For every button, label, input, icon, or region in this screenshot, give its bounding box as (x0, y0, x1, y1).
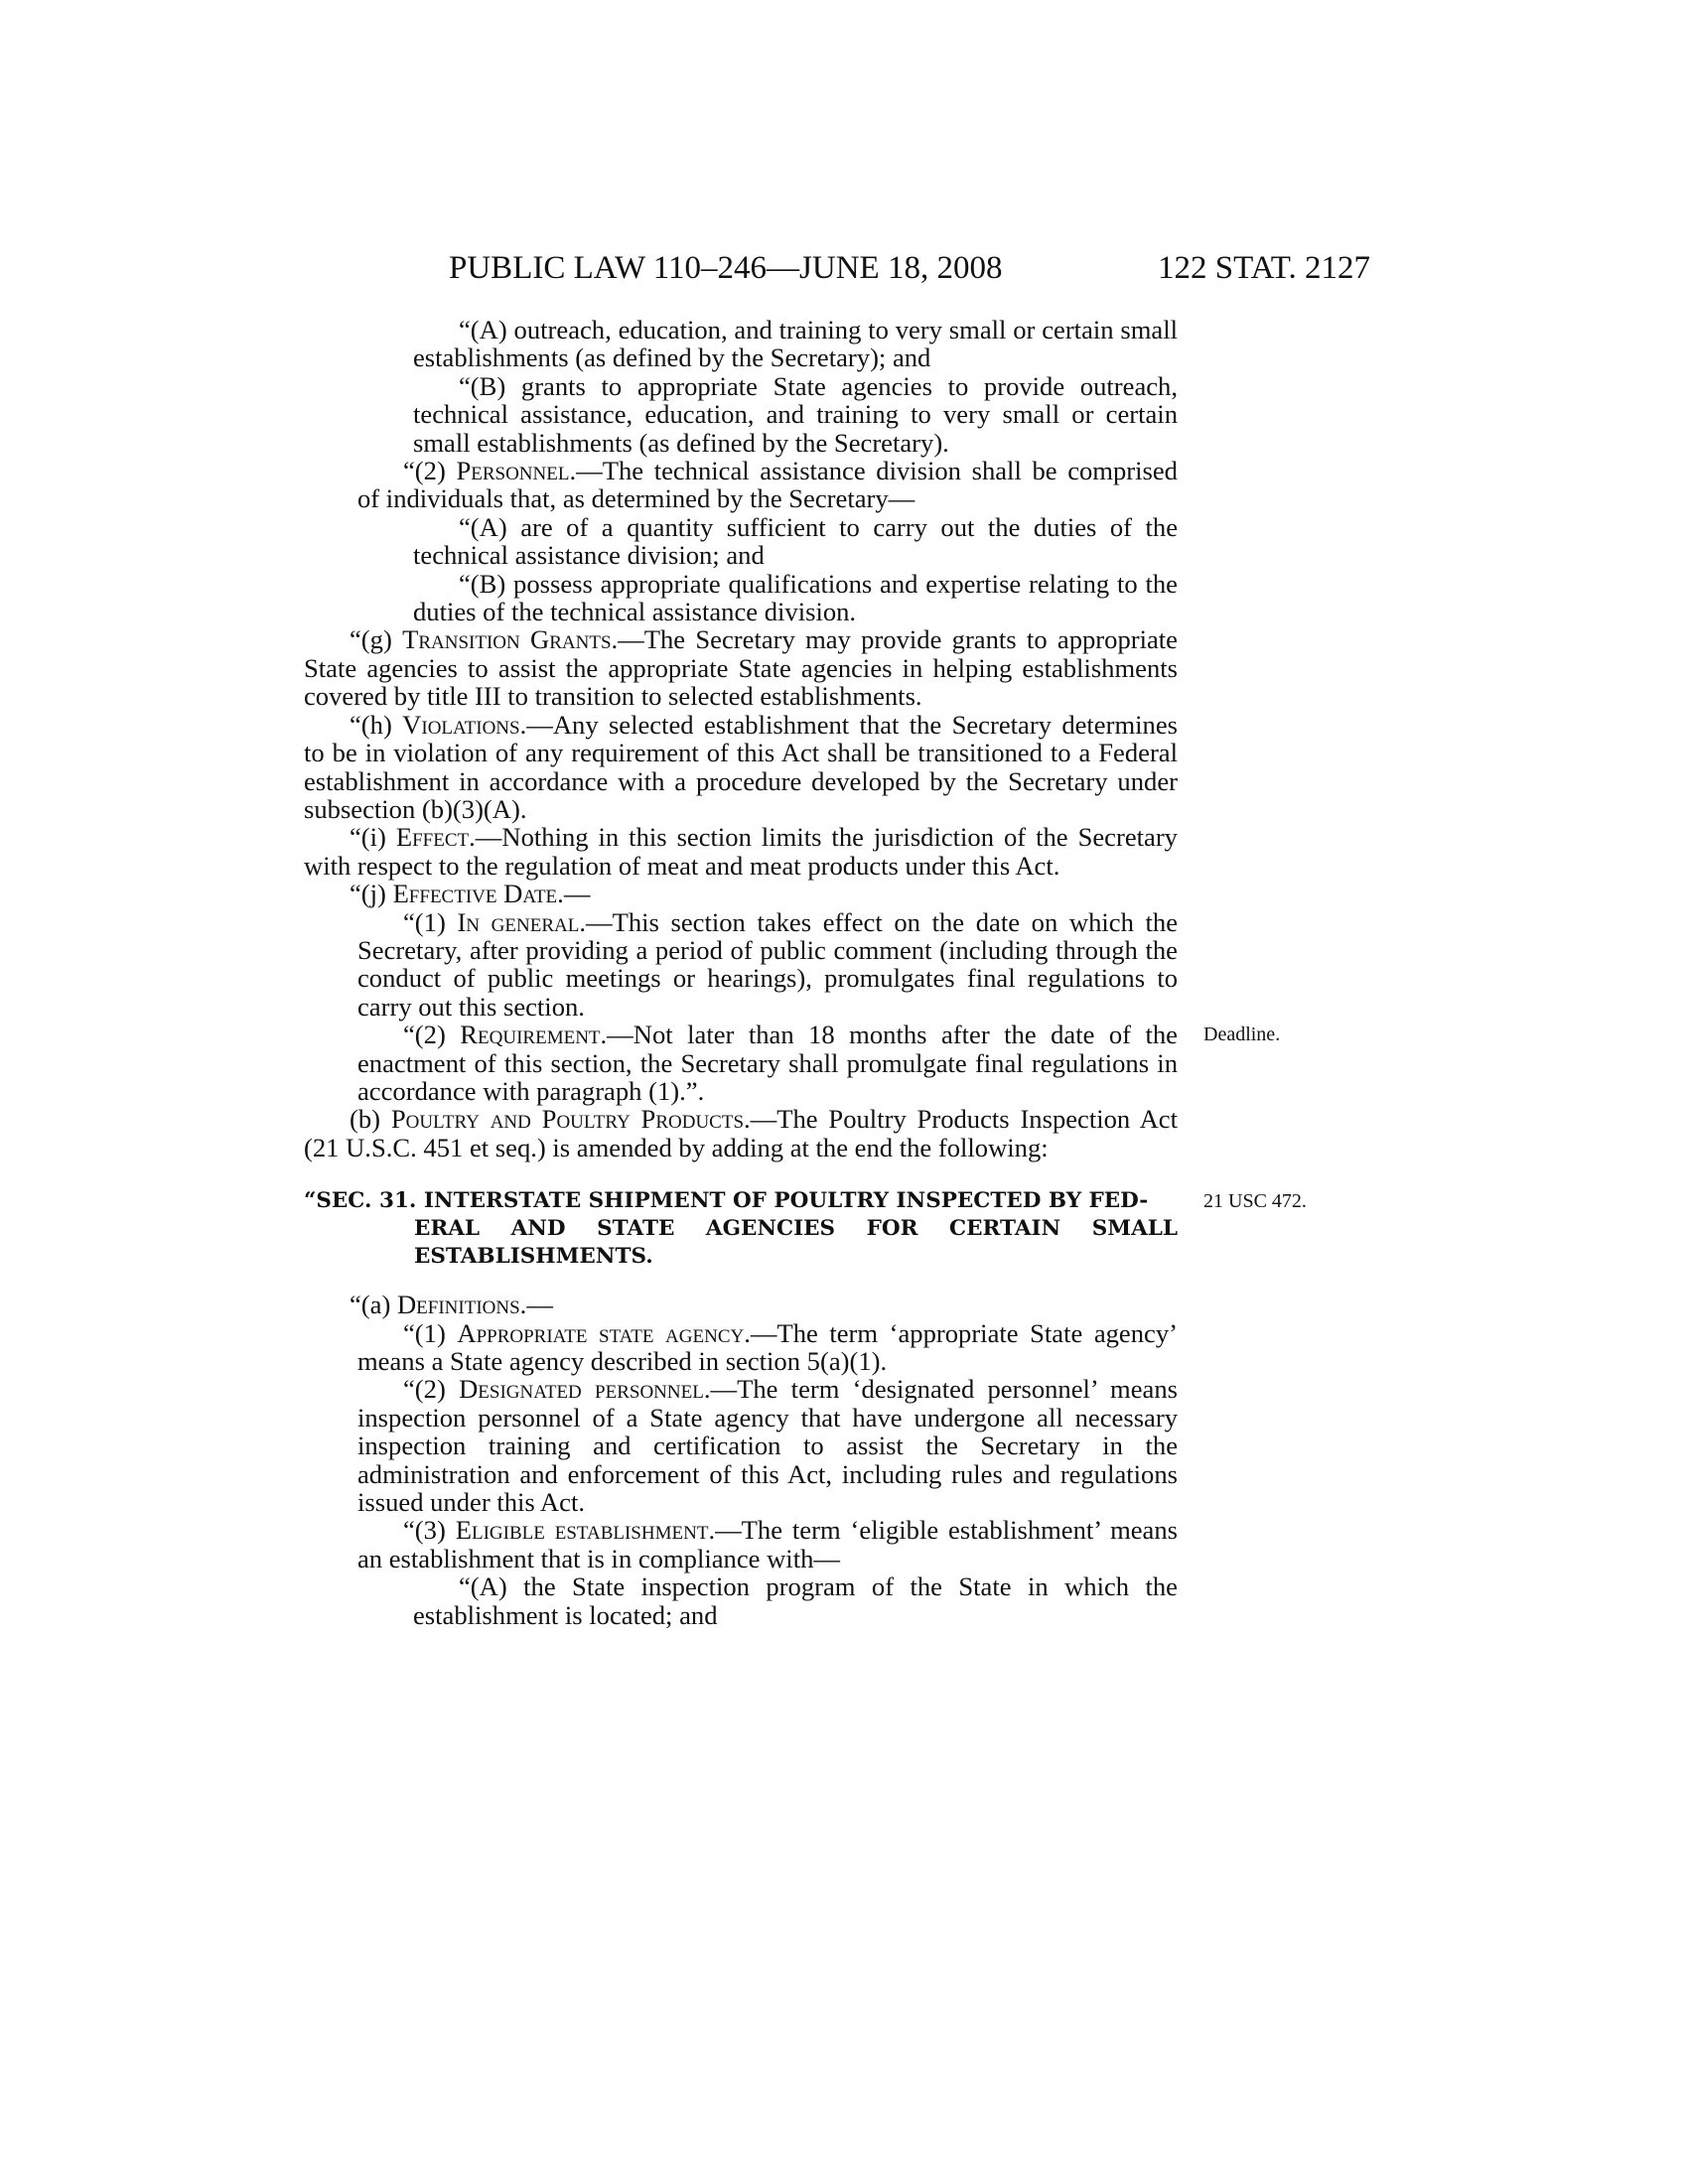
paragraph-state-inspection-program: “(A) the State inspection program of the State in which the establishment is located; and (413, 1571, 1178, 1630)
paragraph-requirement (304, 1021, 1178, 1105)
statute-body (304, 315, 1307, 1630)
running-head: PUBLIC LAW 110–246—JUNE 18, 2008 (449, 250, 1003, 286)
paragraph-poultry-products (304, 1105, 1178, 1161)
paragraph-number: “(1) (403, 906, 458, 937)
page-header (449, 248, 1370, 288)
paragraph-violations (304, 711, 1178, 824)
paragraph-heading: Personnel (456, 456, 570, 486)
requirement-block (304, 1020, 1281, 1106)
margin-note-deadline: Deadline. (1203, 1024, 1281, 1046)
paragraph-definitions (304, 1291, 1178, 1318)
paragraph-heading: Designated personnel (459, 1374, 704, 1405)
paragraph-text: .—Not later than 18 months after the date of the enactment of this section, the Secretary shall promulgate final regulations in accordance with paragraph (1).”. (357, 1020, 1178, 1106)
paragraph-designated-personnel (304, 1375, 1178, 1516)
paragraph-text: .—Any selected establishment that the Secretary determines to be in violation of any requirement of this Act shall be transitioned to a Federal establishment in accordance with a procedure developed by the Secretary under subsection (b)(3)(A). (304, 709, 1178, 824)
statute-page-reference: 122 STAT. 2127 (1157, 250, 1370, 286)
paragraph-eligible-establishment (304, 1516, 1178, 1572)
paragraph-text: .—Nothing in this section limits the jurisdiction of the Secretary with respect to the regulation of meat and meat products under this Act. (304, 822, 1178, 881)
paragraph-number: “(1) (403, 1317, 458, 1348)
paragraph-text: .—The term ‘designated personnel’ means inspection personnel of a State agency that have undergone all necessary inspection training and certification to assist the Secretary in the administration and enforcement of this Act, including rules and regulations issued under this Act. (357, 1374, 1178, 1518)
paragraph-heading: In general (457, 906, 580, 937)
paragraph-heading: Eligible establishment (455, 1515, 709, 1546)
paragraph-number: “(h) (350, 709, 403, 740)
paragraph-text: .—The Poultry Products Inspection Act (21 U.S.C. 451 et seq.) is amended by adding at the end the following: (304, 1104, 1178, 1162)
paragraph-grants-state-agencies: “(B) grants to appropriate State agencies to provide outreach, technical assistance, education, and training to very small or certain small establishments (as defined by the Secretary). (413, 370, 1178, 458)
paragraph-number: “(2) (403, 456, 457, 486)
paragraph-appropriate-state-agency (304, 1319, 1178, 1376)
paragraph-text: .—The term ‘appropriate State agency’ means a State agency described in section 5(a)(1). (357, 1317, 1178, 1376)
paragraph-number: “(2) (403, 1020, 461, 1050)
paragraph-number: “(a) (350, 1290, 397, 1320)
paragraph-text: .— (557, 879, 591, 909)
paragraph-effective-date (304, 880, 1178, 907)
paragraph-number: (b) (350, 1104, 391, 1135)
paragraph-text: .—The term ‘eligible establishment’ means an establishment that is in compliance with— (357, 1515, 1179, 1573)
paragraph-number: “(j) (350, 879, 393, 909)
paragraph-heading: Transition Grants (402, 624, 612, 655)
section-heading-continuation: ERAL AND STATE AGENCIES FOR CERTAIN SMALL ESTABLISHMENTS. (414, 1216, 1178, 1270)
paragraph-heading: Effect (395, 822, 470, 853)
paragraph-quantity-sufficient: “(A) are of a quantity sufficient to carry out the duties of the technical assistance division; and (413, 511, 1178, 571)
paragraph-in-general (304, 908, 1178, 1022)
paragraph-transition-grants (304, 625, 1178, 710)
section-heading-line: “SEC. 31. INTERSTATE SHIPMENT OF POULTRY INSPECTED BY FED- (304, 1188, 1149, 1214)
paragraph-number: “(g) (350, 624, 403, 655)
section-heading (304, 1187, 1307, 1271)
paragraph-personnel (304, 457, 1178, 513)
paragraph-effect (304, 823, 1178, 880)
paragraph-heading: Appropriate state agency (457, 1317, 745, 1348)
paragraph-number: “(3) (403, 1515, 456, 1546)
paragraph-text: .—The Secretary may provide grants to appropriate State agencies to assist the appropriate State agencies in helping establishments covered by title III to transition to selected establishments. (304, 624, 1178, 712)
paragraph-heading: Poultry and Poultry Products (390, 1104, 745, 1135)
paragraph-heading: Violations (402, 709, 520, 740)
paragraph-number: “(i) (350, 822, 396, 853)
paragraph-heading: Definitions (396, 1290, 520, 1320)
paragraph-outreach-education: “(A) outreach, education, and training to very small or certain small establishments (as defined by the Secretary); and (413, 315, 1178, 373)
paragraph-heading: Requirement (460, 1020, 601, 1050)
paragraph-qualifications: “(B) possess appropriate qualifications and expertise relating to the duties of the technical assistance division. (413, 568, 1178, 627)
paragraph-number: “(2) (403, 1374, 460, 1405)
paragraph-heading: Effective Date (392, 879, 558, 909)
margin-note-usc-citation: 21 USC 472. (1203, 1190, 1307, 1213)
paragraph-text: .— (519, 1290, 553, 1320)
paragraph-text: .—This section takes effect on the date on which the Secretary, after providing a period of public comment (including through the conduct of public meetings or hearings), promulgates final regulations to carry out this section. (357, 906, 1178, 1022)
paragraph-text: .—The technical assistance division shall be comprised of individuals that, as determined by the Secretary— (357, 456, 1178, 514)
